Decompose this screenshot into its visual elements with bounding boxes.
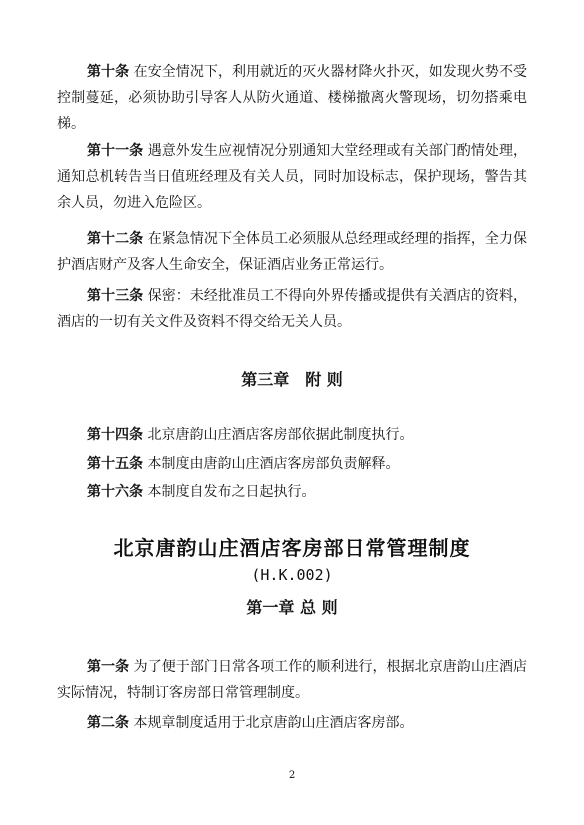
article-number: 第一条	[87, 659, 130, 675]
chapter-1-heading: 第一章 总 则	[246, 598, 338, 617]
article-number: 第十三条	[87, 288, 144, 304]
article-11	[57, 138, 527, 216]
article-text: 为了便于部门日常各项工作的顺利进行，根据北京唐韵山庄酒店实际情况，特制订客房部日常管理制度。	[57, 659, 528, 701]
document-title: 北京唐韵山庄酒店客房部日常管理制度	[113, 536, 471, 560]
article-number: 第二条	[87, 715, 129, 731]
article-text: 在紧急情况下全体员工必须服从总经理或经理的指挥，全力保护酒店财产及客人生命安全，保证酒店业务正常运行。	[57, 231, 527, 273]
article-1	[57, 654, 527, 706]
article-number: 第十四条	[87, 427, 143, 443]
chapter-3-heading: 第三章 附 则	[241, 370, 343, 389]
document-code: (H.K.002)	[251, 566, 333, 584]
article-number: 第十一条	[87, 143, 144, 159]
article-text: 保密：未经批准员工不得向外界传播或提供有关酒店的资料，酒店的一切有关文件及资料不得交给无关人员。	[57, 288, 527, 330]
article-text: 北京唐韵山庄酒店客房部依据此制度执行。	[143, 427, 414, 443]
article-number: 第十二条	[87, 231, 144, 247]
article-number: 第十六条	[87, 484, 143, 500]
article-14	[57, 422, 527, 448]
article-text: 在安全情况下，利用就近的灭火器材降火扑灭，如发现火势不受控制蔓延，必须协助引导客人从防火通道、楼梯撤离火警现场，切勿搭乘电梯。	[57, 64, 528, 132]
article-12	[57, 226, 527, 278]
article-text: 本制度由唐韵山庄酒店客房部负责解释。	[143, 456, 400, 472]
article-15	[57, 451, 527, 477]
article-text: 本规章制度适用于北京唐韵山庄酒店客房部。	[129, 715, 414, 731]
article-number: 第十五条	[87, 456, 143, 472]
article-text: 本制度自发布之日起执行。	[143, 484, 316, 500]
article-2	[57, 710, 527, 736]
article-16	[57, 479, 527, 505]
article-10	[57, 59, 527, 137]
article-13	[57, 283, 527, 335]
article-number: 第十条	[87, 64, 130, 80]
article-text: 遇意外发生应视情况分别通知大堂经理或有关部门酌情处理，通知总机转告当日值班经理及有关人员，同时加设标志，保护现场，警告其余人员，勿进入危险区。	[57, 143, 527, 211]
page-number: 2	[288, 770, 296, 781]
